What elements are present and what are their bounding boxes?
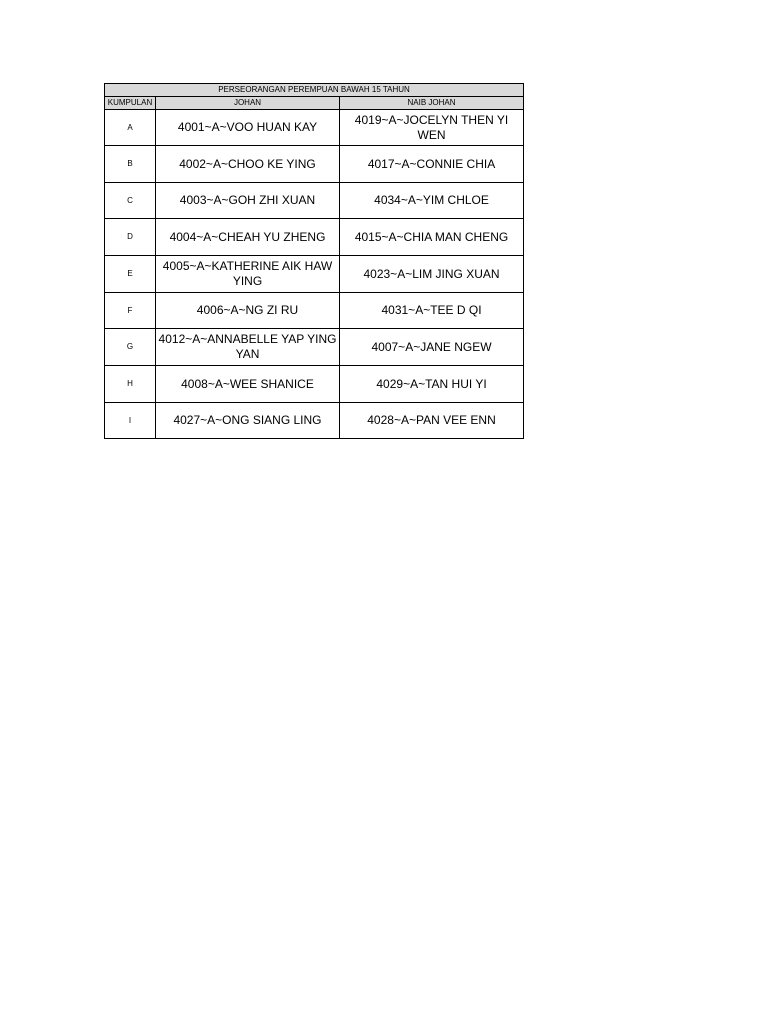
champion-cell: 4001~A~VOO HUAN KAY [156,110,340,146]
champion-cell: 4006~A~NG ZI RU [156,293,340,329]
group-cell: B [105,146,156,183]
group-cell: C [105,183,156,219]
table-row [105,329,524,366]
group-cell: D [105,219,156,256]
champion-cell: 4003~A~GOH ZHI XUAN [156,183,340,219]
runner-up-cell: 4034~A~YIM CHLOE [340,183,524,219]
runner-up-cell: 4019~A~JOCELYN THEN YI WEN [340,110,524,146]
runner-up-cell: 4031~A~TEE D QI [340,293,524,329]
runner-up-cell: 4029~A~TAN HUI YI [340,366,524,403]
table-header-row [105,97,524,110]
header-kumpulan: KUMPULAN [105,97,156,110]
group-cell: A [105,110,156,146]
champion-cell: 4008~A~WEE SHANICE [156,366,340,403]
champion-cell: 4002~A~CHOO KE YING [156,146,340,183]
champion-cell: 4005~A~KATHERINE AIK HAW YING [156,256,340,293]
runner-up-cell: 4015~A~CHIA MAN CHENG [340,219,524,256]
group-cell: F [105,293,156,329]
results-table [104,83,524,439]
results-table-body [105,84,524,439]
table-row [105,183,524,219]
header-naib-johan: NAIB JOHAN [340,97,524,110]
table-row [105,256,524,293]
table-title: PERSEORANGAN PEREMPUAN BAWAH 15 TAHUN [105,84,524,97]
group-cell: G [105,329,156,366]
table-row [105,146,524,183]
table-title-row [105,84,524,97]
group-cell: I [105,403,156,439]
table-row [105,366,524,403]
table-row [105,403,524,439]
runner-up-cell: 4028~A~PAN VEE ENN [340,403,524,439]
champion-cell: 4027~A~ONG SIANG LING [156,403,340,439]
table-row [105,110,524,146]
champion-cell: 4004~A~CHEAH YU ZHENG [156,219,340,256]
group-cell: H [105,366,156,403]
runner-up-cell: 4007~A~JANE NGEW [340,329,524,366]
champion-cell: 4012~A~ANNABELLE YAP YING YAN [156,329,340,366]
group-cell: E [105,256,156,293]
runner-up-cell: 4017~A~CONNIE CHIA [340,146,524,183]
table-row [105,219,524,256]
header-johan: JOHAN [156,97,340,110]
table-row [105,293,524,329]
runner-up-cell: 4023~A~LIM JING XUAN [340,256,524,293]
